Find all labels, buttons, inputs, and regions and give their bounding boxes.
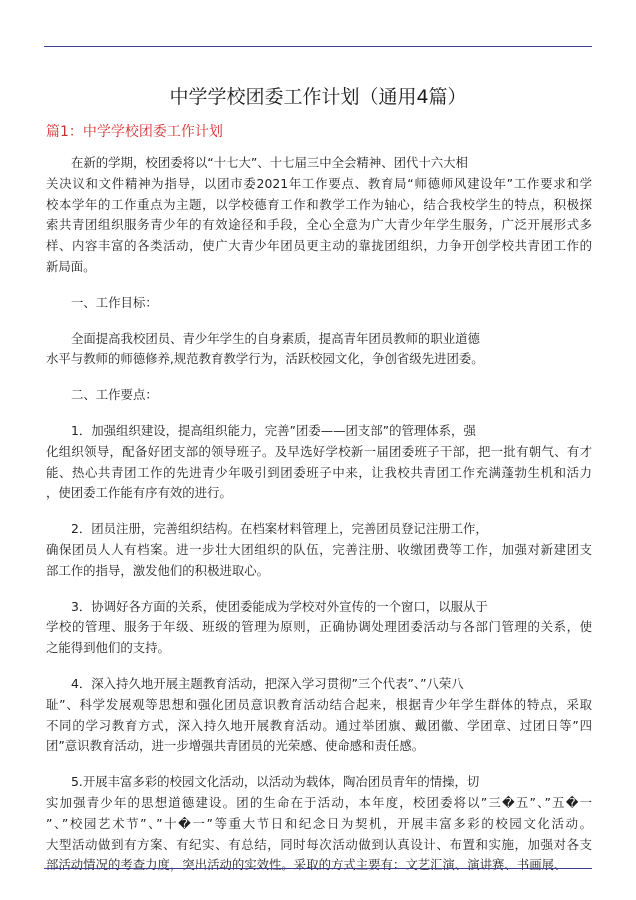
text-line: 团”意识教育活动，进一步增强共青团员的光荣感、使命感和责任感。 — [46, 738, 425, 754]
text-line: 大型活动做到有方案、有纪实、有总结，同时每次活动做到认真设计、布置和实施，加强对各支 — [46, 836, 592, 852]
paragraph — [46, 421, 592, 504]
text-line: 部工作的指导，激发他们的积极进取心。 — [46, 562, 270, 578]
text-line: ，使团委工作能有序有效的进行。 — [46, 485, 232, 501]
paragraph — [46, 519, 592, 581]
header-rule — [44, 46, 592, 47]
text-line: 不同的学习教育方式，深入持久地开展教育活动。通过举团旗、戴团徽、学团章、过团日等”四 — [46, 717, 592, 733]
text-line: 4．深入持久地开展主题教育活动，把深入学习贯彻”三个代表”、”八荣八 — [71, 675, 464, 691]
text-line: 实加强青少年的思想道德建设。团的生命在于活动，本年度，校团委将以”三�五”、”五�一 — [46, 794, 592, 810]
text-line: 5.开展丰富多彩的校园文化活动，以活动为载体，陶冶团员青年的情操，切 — [71, 774, 480, 790]
text-line: 部活动情况的考查力度，突出活动的实效性。采取的方式主要有：文艺汇演、演讲赛、书画展、 — [46, 857, 567, 873]
paragraph — [46, 597, 592, 659]
text-line: ”、”校园艺术节”、”十�一”等重大节日和纪念日为契机，开展丰富多彩的校园文化活动。 — [46, 815, 592, 831]
text-line: 样、内容丰富的各类活动，使广大青少年团员更主动的靠拢团组织，力争开创学校共青团工作的 — [46, 238, 592, 254]
paragraph — [46, 329, 592, 371]
paragraph — [46, 772, 592, 876]
document-body — [46, 153, 592, 891]
text-line: 2．团员注册，完善组织结构。在档案材料管理上，完善团员登记注册工作， — [71, 521, 488, 537]
text-line: 确保团员人人有档案。进一步壮大团组织的队伍，完善注册、收缴团费等工作，加强对新建团支 — [46, 541, 592, 557]
text-line: 全面提高我校团员、青少年学生的自身素质，提高青年团员教师的职业道德 — [71, 330, 480, 346]
text-line: 学校的管理、服务于年级、班级的管理为原则，正确协调处理团委活动与各部门管理的关系，使 — [46, 619, 592, 635]
text-line: 二、工作要点： — [71, 387, 158, 403]
text-line: 校本学年的工作重点为主题，以学校德育工作和教学工作为轴心，结合我校学生的特点，积极探 — [46, 196, 592, 212]
text-line: 化组织领导，配备好团支部的领导班子。及早选好学校新一届团委班子干部，把一批有朝气、有才 — [46, 443, 592, 459]
footer-rule — [44, 868, 592, 869]
text-line: 之能得到他们的支持。 — [46, 640, 170, 656]
text-line: 水平与教师的师德修养,规范教育教学行为，活跃校园文化，争创省级先进团委。 — [46, 351, 484, 367]
text-line: 耻”、科学发展观等思想和强化团员意识教育活动结合起来，根据青少年学生群体的特点，采取 — [46, 696, 592, 712]
text-line: 新局面。 — [46, 258, 96, 274]
text-line: 关决议和文件精神为指导，以团市委2021年工作要点、教育局“师德师风建设年”工作要求和学 — [46, 175, 592, 191]
text-line: 1．加强组织建设，提高组织能力，完善”团委——团支部”的管理体系，强 — [71, 422, 476, 438]
section-heading: 篇1：中学学校团委工作计划 — [46, 124, 223, 140]
paragraph — [46, 293, 592, 314]
text-line: 能、热心共青团工作的先进青少年吸引到团委班子中来，让我校共青团工作充满蓬勃生机和活力 — [46, 464, 592, 480]
paragraph — [46, 674, 592, 757]
document-title: 中学学校团委工作计划（通用4篇） — [169, 86, 467, 108]
text-line: 在新的学期，校团委将以“十七大”、十七届三中全会精神、团代十六大相 — [71, 155, 468, 170]
paragraph — [46, 385, 592, 406]
text-line: 索共青团组织服务青少年的有效途径和手段，全心全意为广大青少年学生服务，广泛开展形式多 — [46, 217, 592, 233]
text-line: 一、工作目标： — [71, 294, 158, 310]
text-line: 3．协调好各方面的关系，使团委能成为学校对外宣传的一个窗口，以服从于 — [71, 598, 488, 614]
paragraph — [46, 153, 592, 278]
